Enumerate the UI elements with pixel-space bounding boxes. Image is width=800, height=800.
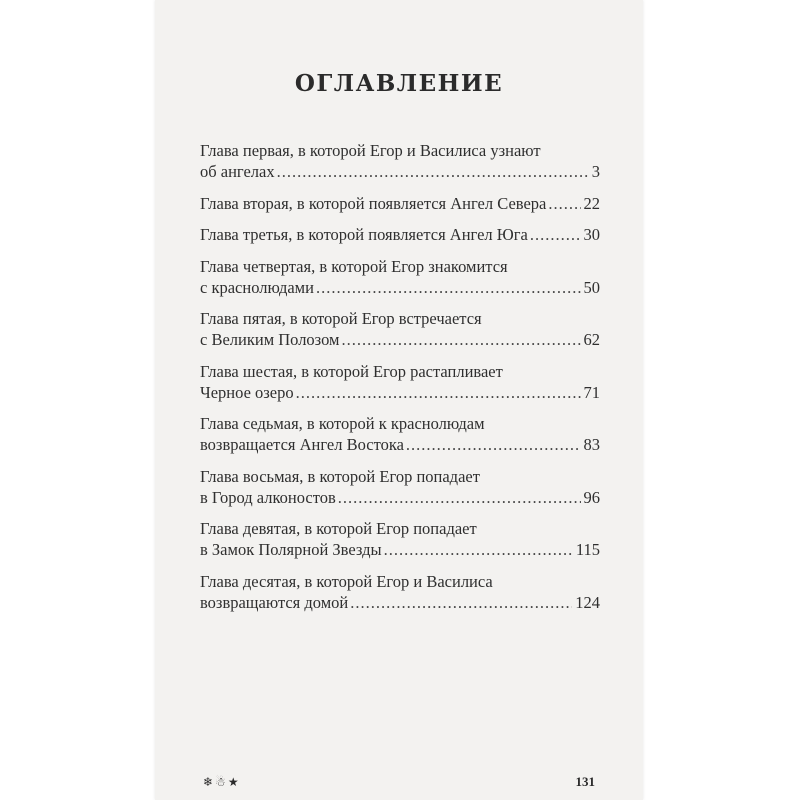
- dot-leader: [277, 161, 589, 182]
- toc-entry-line1: Глава четвертая, в которой Егор знакомится: [200, 256, 508, 276]
- toc-entry-line2: [200, 382, 600, 403]
- toc-entry-line2: [200, 592, 600, 613]
- toc-entry-line2: [200, 193, 600, 214]
- toc-entry-title: в Замок Полярной Звезды: [200, 540, 382, 559]
- toc-entry: [200, 518, 600, 560]
- toc-entry-line1: Глава седьмая, в которой к краснолюдам: [200, 414, 485, 433]
- toc-entry: [200, 140, 600, 182]
- dot-leader: [296, 382, 581, 403]
- toc-entry-line2: [200, 224, 600, 245]
- toc-page-number: 115: [575, 540, 600, 559]
- toc-entry-line1: Глава девятая, в которой Егор попадает: [200, 519, 477, 538]
- toc-entry-line1: Глава восьмая, в которой Егор попадает: [200, 466, 480, 486]
- toc-entry-line2: [200, 277, 600, 298]
- toc-page-number: 62: [583, 330, 600, 349]
- toc-page-number: 83: [583, 435, 600, 454]
- toc-entry-title: Глава третья, в которой появляется Ангел Юга: [200, 225, 528, 244]
- toc-entry-title: с краснолюдами: [200, 277, 314, 297]
- toc-entry-title: возвращаются домой: [200, 592, 349, 612]
- toc-entry-line1: Глава шестая, в которой Егор растапливает: [200, 361, 503, 381]
- toc-entry: [200, 466, 600, 508]
- table-of-contents: [200, 140, 600, 623]
- toc-entry-title: Глава вторая, в которой появляется Ангел Севера: [200, 193, 547, 213]
- toc-page-number: 30: [583, 225, 600, 244]
- toc-entry-line1: Глава первая, в которой Егор и Василиса узнают: [200, 141, 541, 160]
- dot-leader: [548, 193, 580, 214]
- toc-entry-line2: [200, 329, 600, 350]
- dot-leader: [384, 539, 573, 560]
- page-number: 131: [575, 774, 595, 789]
- toc-entry-title: об ангелах: [200, 162, 275, 181]
- toc-entry-line2: [200, 487, 600, 508]
- toc-page-number: 22: [583, 193, 600, 213]
- toc-entry: [200, 361, 600, 403]
- dot-leader: [342, 329, 581, 350]
- dot-leader: [338, 487, 581, 508]
- toc-entry: [200, 413, 600, 455]
- toc-entry-line1: Глава пятая, в которой Егор встречается: [200, 309, 482, 328]
- toc-page-number: 3: [591, 162, 600, 181]
- toc-entry: [200, 256, 600, 298]
- toc-entry: [200, 224, 600, 245]
- dot-leader: [530, 224, 581, 245]
- toc-entry-line2: [200, 539, 600, 560]
- dot-leader: [316, 277, 581, 298]
- toc-page-number: 96: [583, 487, 600, 507]
- footer-ornament-icons: ❄☃★: [203, 775, 241, 789]
- toc-entry: [200, 308, 600, 350]
- dot-leader: [350, 592, 572, 613]
- book-page: [155, 0, 643, 800]
- toc-entry: [200, 571, 600, 613]
- toc-entry-title: в Город алконостов: [200, 487, 336, 507]
- toc-entry-line1: Глава десятая, в которой Егор и Василиса: [200, 571, 493, 591]
- toc-entry: [200, 193, 600, 214]
- toc-entry-title: с Великим Полозом: [200, 330, 340, 349]
- toc-page-number: 71: [583, 382, 600, 402]
- toc-entry-title: возвращается Ангел Востока: [200, 435, 404, 454]
- toc-entry-line2: [200, 161, 600, 182]
- dot-leader: [406, 434, 581, 455]
- toc-page-number: 50: [583, 277, 600, 297]
- toc-entry-line2: [200, 434, 600, 455]
- page-title: ОГЛАВЛЕНИЕ: [294, 70, 504, 97]
- toc-entry-title: Черное озеро: [200, 382, 294, 402]
- toc-page-number: 124: [575, 592, 600, 612]
